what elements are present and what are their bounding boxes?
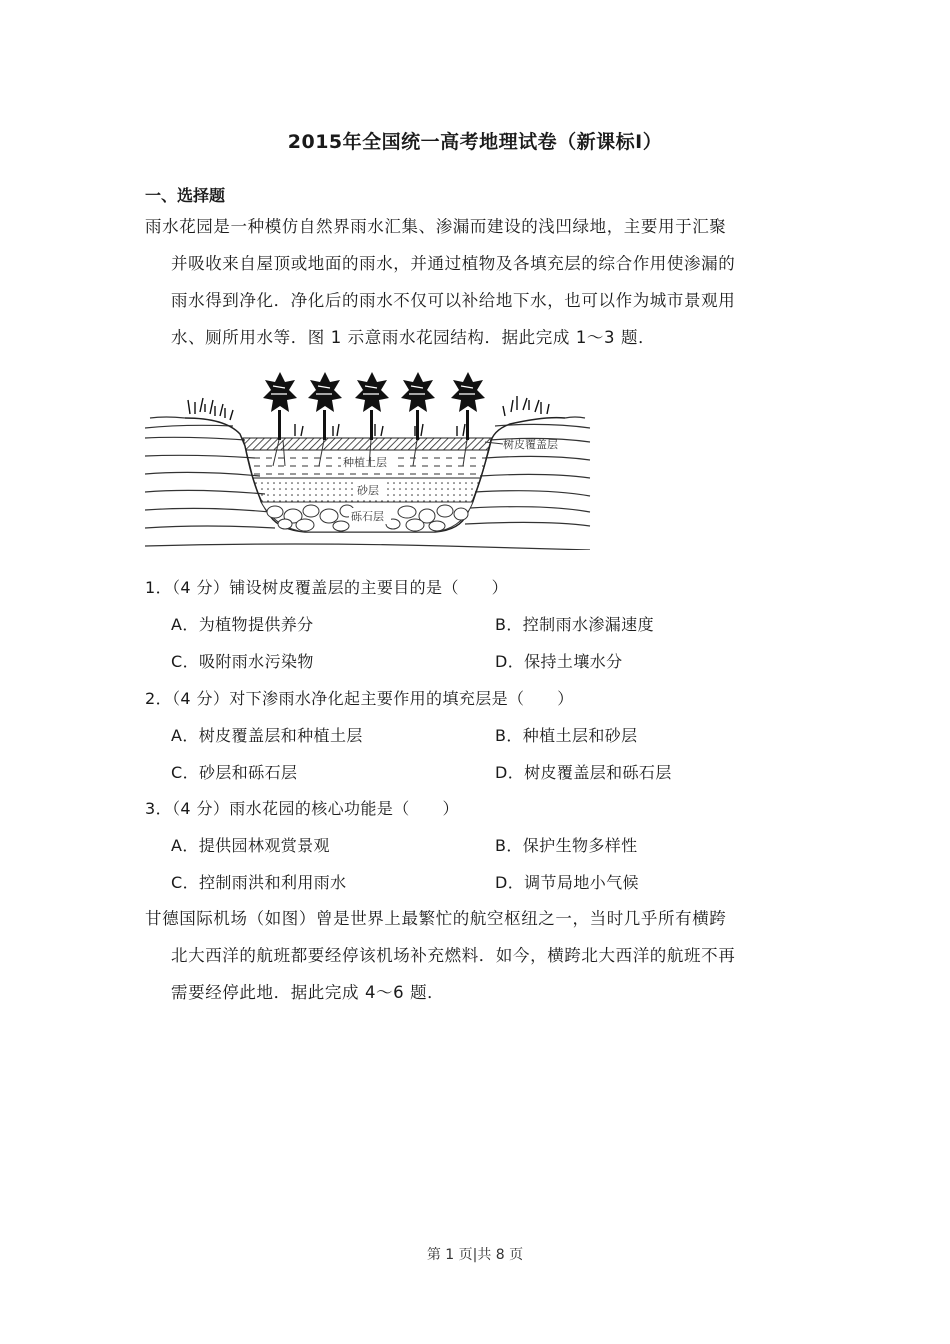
passage-line: 水、厕所用水等．图 1 示意雨水花园结构．据此完成 1～3 题． bbox=[171, 328, 656, 347]
option-b[interactable]: B．保护生物多样性 bbox=[495, 836, 638, 855]
passage-rain-garden bbox=[145, 208, 810, 356]
shrub-icons bbox=[263, 372, 485, 440]
option-a[interactable]: A．提供园林观赏景观 bbox=[171, 836, 330, 855]
option-c[interactable]: C．砂层和砾石层 bbox=[171, 763, 298, 782]
rain-garden-diagram bbox=[145, 366, 595, 550]
option-a[interactable]: A．为植物提供养分 bbox=[171, 615, 314, 634]
label-soil-layer: 种植土层 bbox=[343, 456, 387, 469]
passage-line: 需要经停此地．据此完成 4～6 题． bbox=[171, 983, 445, 1002]
question-stem: 2．（4 分）对下渗雨水净化起主要作用的填充层是（ ） bbox=[145, 689, 574, 708]
passage-line: 甘德国际机场（如图）曾是世界上最繁忙的航空枢纽之一，当时几乎所有横跨 bbox=[145, 909, 727, 928]
question-1 bbox=[145, 569, 825, 680]
ground-lines-right bbox=[465, 417, 590, 526]
passage-line: 雨水得到净化．净化后的雨水不仅可以补给地下水，也可以作为城市景观用 bbox=[171, 291, 736, 310]
passage-line: 并吸收来自屋顶或地面的雨水，并通过植物及各填充层的综合作用使渗漏的 bbox=[171, 254, 736, 273]
option-d[interactable]: D．保持土壤水分 bbox=[495, 652, 623, 671]
passage-line: 北大西洋的航班都要经停该机场补充燃料．如今，横跨北大西洋的航班不再 bbox=[171, 946, 736, 965]
passage-line: 雨水花园是一种模仿自然界雨水汇集、渗漏而建设的浅凹绿地，主要用于汇聚 bbox=[145, 217, 727, 236]
option-a[interactable]: A．树皮覆盖层和种植土层 bbox=[171, 726, 363, 745]
question-2 bbox=[145, 680, 825, 791]
option-c[interactable]: C．吸附雨水污染物 bbox=[171, 652, 314, 671]
section-heading: 一、选择题 bbox=[145, 186, 226, 205]
page-footer: 第 1 页|共 8 页 bbox=[426, 1247, 524, 1263]
question-stem: 1．（4 分）铺设树皮覆盖层的主要目的是（ ） bbox=[145, 578, 509, 597]
page-title: 2015年全国统一高考地理试卷（新课标Ⅰ） bbox=[287, 131, 663, 153]
question-stem: 3．（4 分）雨水花园的核心功能是（ ） bbox=[145, 799, 459, 818]
option-d[interactable]: D．树皮覆盖层和砾石层 bbox=[495, 763, 672, 782]
label-bark-layer: 树皮覆盖层 bbox=[503, 438, 558, 451]
label-sand-layer: 砂层 bbox=[357, 484, 379, 497]
option-b[interactable]: B．种植土层和砂层 bbox=[495, 726, 638, 745]
option-c[interactable]: C．控制雨洪和利用雨水 bbox=[171, 873, 347, 892]
option-d[interactable]: D．调节局地小气候 bbox=[495, 873, 639, 892]
question-3 bbox=[145, 790, 825, 901]
option-b[interactable]: B．控制雨水渗漏速度 bbox=[495, 615, 654, 634]
passage-gander-airport bbox=[145, 900, 810, 1011]
label-gravel-layer: 砾石层 bbox=[351, 510, 384, 523]
